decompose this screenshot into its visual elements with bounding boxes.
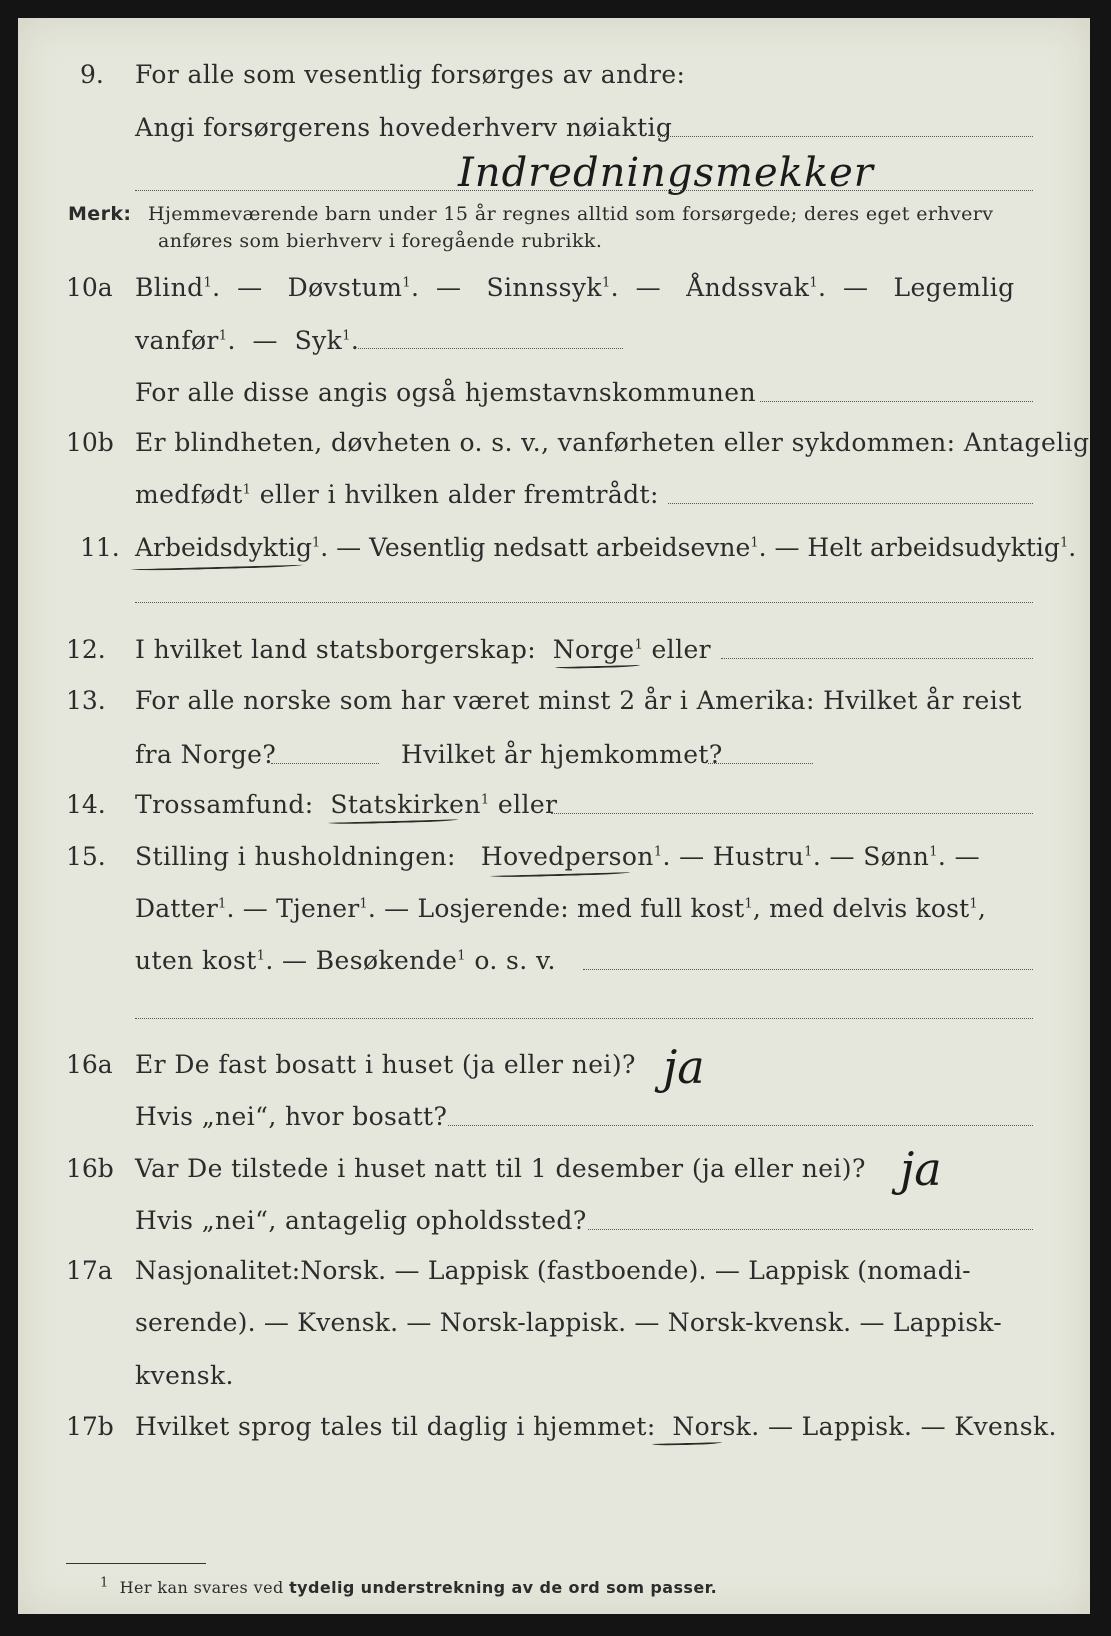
- handwritten-answer-16a: ja: [663, 1040, 705, 1094]
- line-tail-dash: . —: [937, 842, 981, 871]
- question-17a-line-1: [135, 1256, 971, 1286]
- footnote-ref: 1: [457, 948, 466, 964]
- question-17a-line-1-rest: Norsk. — Lappisk (fastboende). — Lappisk (nomadi-: [300, 1256, 971, 1285]
- option-medfodt: medfødt: [135, 480, 243, 509]
- answer-line-13a: [271, 763, 379, 764]
- answer-line-9a: [658, 136, 1033, 137]
- question-10b-line-2-rest: eller i hvilken alder fremtrådt:: [259, 480, 659, 509]
- option-sinnssyk: Sinnssyk: [486, 273, 602, 302]
- question-number-11: 11.: [80, 533, 120, 562]
- question-number-13: 13.: [66, 686, 106, 715]
- underline-arbeidsdyktig: [131, 562, 303, 572]
- footnote-ref: 1: [203, 275, 213, 291]
- question-16b-line-2: Hvis „nei“, antagelig opholdssted?: [135, 1206, 587, 1235]
- answer-line-13b: [708, 763, 813, 764]
- answer-line-10a-1: [358, 348, 623, 349]
- question-13-line-2b: Hvilket år hjemkommet?: [401, 740, 723, 769]
- question-14-text: Trossamfund:: [135, 790, 314, 819]
- option-vanfor: vanfør: [135, 326, 219, 355]
- option-norge: Norge: [552, 635, 635, 664]
- question-number-15: 15.: [66, 842, 106, 871]
- question-13-line-2a: fra Norge?: [135, 740, 277, 769]
- merk-label: Merk:: [68, 203, 132, 225]
- footnote-ref: 1: [402, 275, 411, 291]
- option-tjener: . — Tjener: [226, 894, 360, 923]
- footnote-mark: 1: [100, 1575, 109, 1591]
- option-besokende: . — Besøkende: [265, 946, 458, 975]
- merk-line-1: Hjemmeværende barn under 15 år regnes alltid som forsørgede; deres eget erhverv: [148, 203, 994, 225]
- option-statskirken: Statskirken: [330, 790, 481, 819]
- footnote-ref: 1: [242, 482, 252, 498]
- handwritten-answer-9: Indredningsmekker: [458, 150, 874, 196]
- question-15-line-2: [135, 894, 986, 924]
- footnote-ref: 1: [342, 328, 351, 344]
- footnote-ref: 1: [359, 896, 368, 912]
- footnote-ref: 1: [218, 328, 228, 344]
- option-legemlig: Legemlig: [893, 273, 1015, 302]
- option-losjerende: . — Losjerende: med full kost: [367, 894, 745, 923]
- answer-line-12: [721, 658, 1033, 659]
- nasjonalitet-label: Nasjonalitet:: [135, 1256, 301, 1285]
- question-12-eller: eller: [651, 635, 712, 664]
- question-number-16b: 16b: [66, 1154, 114, 1183]
- merk-line-2: anføres som bierhverv i foregående rubrikk.: [158, 230, 603, 252]
- option-delvis-kost: , med delvis kost: [752, 894, 970, 923]
- handwritten-answer-16b: ja: [900, 1142, 942, 1196]
- option-uten-kost: uten kost: [135, 946, 257, 975]
- question-9-line-2: Angi forsørgerens hovederhverv nøiaktig: [135, 113, 673, 142]
- footnote-ref: 1: [653, 844, 663, 860]
- question-9-line-1: For alle som vesentlig forsørges av andre:: [135, 60, 686, 89]
- footnote-ref: 1: [601, 275, 611, 291]
- question-10b-line-1: Er blindheten, døvheten o. s. v., vanførheten eller sykdommen: Antagelig: [135, 428, 1090, 457]
- question-number-10b: 10b: [66, 428, 114, 457]
- question-number-16a: 16a: [66, 1050, 113, 1079]
- question-15-line-1: [135, 842, 980, 872]
- answer-line-16a: [448, 1125, 1033, 1126]
- answer-line-15a: [583, 969, 1033, 970]
- question-12-text: I hvilket land statsborgerskap:: [135, 635, 537, 664]
- question-13-line-1: For alle norske som har været minst 2 år i Amerika: Hvilket år reist: [135, 686, 1022, 715]
- option-nedsatt: . — Vesentlig nedsatt arbeidsevne: [320, 533, 751, 562]
- answer-line-16b: [588, 1229, 1033, 1230]
- footnote-ref: 1: [634, 637, 644, 653]
- footnote-ref: 1: [311, 535, 321, 551]
- answer-line-14: [551, 813, 1033, 814]
- footnote-ref: 1: [256, 948, 266, 964]
- question-number-17a: 17a: [66, 1256, 113, 1285]
- question-17b-line: [135, 1412, 1057, 1442]
- footnote-ref: 1: [804, 844, 813, 860]
- question-14-line: [135, 790, 557, 820]
- question-16a-line-2: Hvis „nei“, hvor bosatt?: [135, 1102, 448, 1131]
- footnote-ref: 1: [480, 792, 490, 808]
- option-osv: o. s. v.: [474, 946, 556, 975]
- answer-line-11: [135, 602, 1033, 603]
- option-norsk: Norsk.: [672, 1412, 760, 1441]
- option-arbeidsdyktig: Arbeidsdyktig: [135, 533, 312, 562]
- footnote-ref: 1: [1059, 535, 1069, 551]
- footnote: [100, 1575, 718, 1598]
- answer-line-9b: [135, 190, 1033, 191]
- option-datter: Datter: [135, 894, 218, 923]
- question-number-17b: 17b: [66, 1412, 114, 1441]
- option-hovedperson: Hovedperson: [480, 842, 654, 871]
- question-10a-line-2: vanfør$^1$. — Syk$^1$.: [135, 326, 360, 355]
- option-syk: Syk: [294, 326, 343, 355]
- question-number-12: 12.: [66, 635, 106, 664]
- footnote-ref: 1: [929, 844, 938, 860]
- answer-line-10a-2: [760, 401, 1033, 402]
- option-sonn: . — Sønn: [812, 842, 930, 871]
- option-andssvak: Åndssvak: [686, 273, 810, 302]
- question-10b-line-2: [135, 480, 659, 510]
- question-14-eller: eller: [497, 790, 558, 819]
- question-17a-line-3: kvensk.: [135, 1361, 234, 1390]
- footnote-ref: 1: [750, 535, 759, 551]
- question-16a-line-1: Er De fast bosatt i huset (ja eller nei)?: [135, 1050, 636, 1079]
- question-11-line: Arbeidsdyktig$^1$. — Vesentlig nedsatt arbeidsevne$^1$. — Helt arbeidsudyktig$^1$.: [135, 533, 1077, 562]
- question-number-9: 9.: [80, 60, 104, 89]
- footnote-ref: 1: [969, 896, 978, 912]
- option-dovstum: Døvstum: [287, 273, 403, 302]
- question-17a-line-2: serende). — Kvensk. — Norsk-lappisk. — Norsk-kvensk. — Lappisk-: [135, 1308, 1002, 1337]
- question-17b-text: Hvilket sprog tales til daglig i hjemmet:: [135, 1412, 656, 1441]
- underline-norsk: [652, 1439, 722, 1446]
- footnote-ref: 1: [809, 275, 818, 291]
- option-blind: Blind: [135, 273, 204, 302]
- footnote-ref: 1: [218, 896, 227, 912]
- question-15-text: Stilling i husholdningen:: [135, 842, 456, 871]
- underline-norge: [555, 662, 640, 669]
- line-tail-comma: ,: [977, 894, 987, 923]
- option-udyktig: . — Helt arbeidsudyktig: [758, 533, 1060, 562]
- footnote-text-b: tydelig understrekning av de ord som passer.: [289, 1578, 718, 1597]
- footnote-ref: 1: [744, 896, 753, 912]
- question-16b-line-1: Var De tilstede i huset natt til 1 desember (ja eller nei)?: [135, 1154, 866, 1183]
- answer-line-15b: [135, 1018, 1033, 1019]
- option-hustru: . — Hustru: [662, 842, 805, 871]
- question-17b-rest: — Lappisk. — Kvensk.: [767, 1412, 1057, 1441]
- footnote-text-a: Her kan svares ved: [119, 1578, 284, 1597]
- answer-line-10b: [668, 503, 1033, 504]
- question-number-14: 14.: [66, 790, 106, 819]
- question-10a-line-1: Blind$^1$. — Døvstum$^1$. — Sinnssyk$^1$. — Åndssvak$^1$. — Legemlig: [135, 273, 1015, 302]
- question-number-10a: 10a: [66, 273, 113, 302]
- question-10a-line-3: For alle disse angis også hjemstavnskommunen: [135, 378, 756, 407]
- question-12-line: [135, 635, 711, 665]
- census-form-page: [18, 18, 1090, 1614]
- footnote-rule: [66, 1563, 206, 1564]
- question-15-line-3: [135, 946, 556, 976]
